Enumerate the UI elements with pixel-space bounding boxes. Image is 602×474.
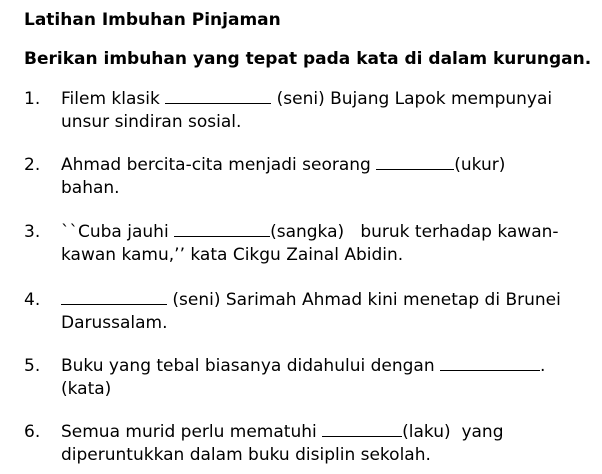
question-text-before: Semua murid perlu mematuhi [61, 422, 317, 442]
question-number: 6. [24, 422, 41, 442]
question-text-after: (seni) Sarimah Ahmad kini menetap di Brunei [172, 290, 561, 310]
question-text-before: Buku yang tebal biasanya didahului dengan [61, 356, 435, 376]
question-line [61, 355, 545, 378]
question-line-continued: (kata) [61, 379, 112, 399]
answer-blank[interactable] [440, 355, 540, 371]
worksheet-instruction: Berikan imbuhan yang tepat pada kata di dalam kurungan. [24, 49, 592, 69]
question-line-continued: kawan kamu,’’ kata Cikgu Zainal Abidin. [61, 245, 404, 265]
question-line [61, 421, 504, 444]
question-line [61, 221, 559, 244]
question-line-continued: unsur sindiran sosial. [61, 112, 242, 132]
question-line-continued: Darussalam. [61, 313, 168, 333]
question-number: 1. [24, 89, 41, 109]
question-line [61, 289, 561, 312]
question-text-before: Filem klasik [61, 89, 160, 109]
question-line-continued: diperuntukkan dalam buku disiplin sekolah. [61, 445, 431, 465]
answer-blank[interactable] [165, 88, 271, 104]
question-number: 2. [24, 155, 41, 175]
question-text-after: . [540, 356, 546, 376]
question-line [61, 154, 505, 177]
question-text-after: (seni) Bujang Lapok mempunyai [276, 89, 553, 109]
answer-blank[interactable] [376, 154, 454, 170]
question-text-before: Ahmad bercita-cita menjadi seorang [61, 155, 371, 175]
question-number: 4. [24, 290, 41, 310]
question-number: 3. [24, 222, 41, 242]
question-text-after: (ukur) [454, 155, 506, 175]
question-text-after: (laku) yang [402, 422, 504, 442]
question-line-continued: bahan. [61, 178, 120, 198]
worksheet-title: Latihan Imbuhan Pinjaman [24, 10, 281, 30]
question-text-after: (sangka) buruk terhadap kawan- [270, 222, 559, 242]
question-text-before: ``Cuba jauhi [61, 222, 169, 242]
question-number: 5. [24, 356, 41, 376]
question-line [61, 88, 552, 111]
answer-blank[interactable] [61, 289, 167, 305]
answer-blank[interactable] [174, 221, 270, 237]
answer-blank[interactable] [322, 421, 402, 437]
